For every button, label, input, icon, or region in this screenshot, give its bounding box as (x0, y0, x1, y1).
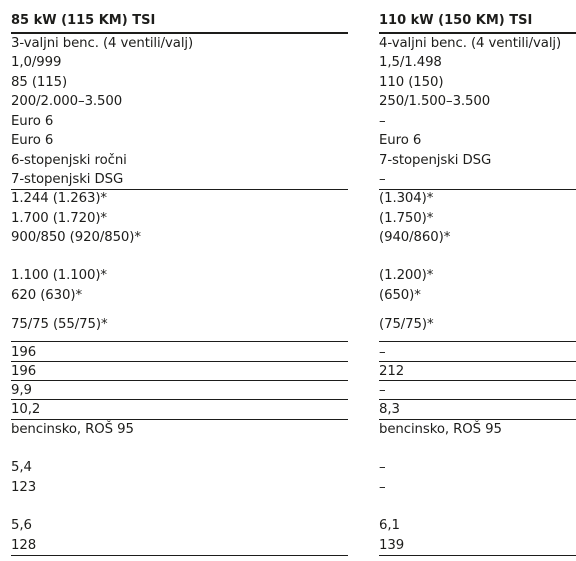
row-emission-a: – (379, 114, 386, 129)
column-header: 85 kW (115 KM) TSI (11, 13, 156, 28)
row-towing-braked: 1.100 (1.100)* (11, 268, 107, 283)
row-emission-a: Euro 6 (11, 114, 54, 129)
row-consumption-b: 6,1 (379, 518, 400, 533)
row-engine-type: 4-valjni benc. (4 ventili/valj) (379, 36, 562, 51)
row-gearbox-b: – (379, 172, 386, 187)
row-displacement: 1,0/999 (11, 55, 62, 70)
row-accel-b: 8,3 (379, 402, 400, 417)
divider (11, 341, 348, 342)
divider (379, 380, 576, 381)
row-co2-b: 128 (11, 538, 37, 553)
row-power: 85 (115) (11, 75, 68, 90)
row-emission-b: Euro 6 (379, 133, 422, 148)
row-top-speed-a: – (379, 345, 386, 360)
row-roof-load: (75/75)* (379, 317, 434, 332)
row-co2-b: 139 (379, 538, 405, 553)
divider (11, 380, 348, 381)
row-displacement: 1,5/1.498 (379, 55, 442, 70)
row-fuel: bencinsko, ROŠ 95 (11, 422, 134, 437)
row-towing-braked: (1.200)* (379, 268, 434, 283)
row-towing-unbraked: (650)* (379, 288, 421, 303)
row-fuel: bencinsko, ROŠ 95 (379, 422, 502, 437)
row-curb-weight: 1.244 (1.263)* (11, 191, 107, 206)
row-torque: 250/1.500–3.500 (379, 94, 491, 109)
row-power: 110 (150) (379, 75, 444, 90)
divider (11, 399, 348, 400)
row-emission-b: Euro 6 (11, 133, 54, 148)
divider (379, 399, 576, 400)
column-header: 110 kW (150 KM) TSI (379, 13, 533, 28)
row-curb-weight: (1.304)* (379, 191, 434, 206)
divider (379, 555, 576, 556)
row-co2-a: 123 (11, 480, 37, 495)
row-co2-a: – (379, 480, 386, 495)
divider (11, 555, 348, 556)
row-top-speed-b: 212 (379, 364, 405, 379)
row-axle-load: (940/860)* (379, 230, 451, 245)
row-accel-a: – (379, 383, 386, 398)
row-gross-weight: 1.700 (1.720)* (11, 211, 107, 226)
divider (379, 341, 576, 342)
row-axle-load: 900/850 (920/850)* (11, 230, 141, 245)
row-roof-load: 75/75 (55/75)* (11, 317, 108, 332)
row-gross-weight: (1.750)* (379, 211, 434, 226)
row-top-speed-a: 196 (11, 345, 37, 360)
row-gearbox-b: 7-stopenjski DSG (11, 172, 124, 187)
row-top-speed-b: 196 (11, 364, 37, 379)
row-consumption-b: 5,6 (11, 518, 32, 533)
row-accel-a: 9,9 (11, 383, 32, 398)
row-accel-b: 10,2 (11, 402, 41, 417)
row-towing-unbraked: 620 (630)* (11, 288, 83, 303)
row-consumption-a: – (379, 460, 386, 475)
row-gearbox-a: 7-stopenjski DSG (379, 153, 492, 168)
row-engine-type: 3-valjni benc. (4 ventili/valj) (11, 36, 194, 51)
row-torque: 200/2.000–3.500 (11, 94, 123, 109)
divider (11, 361, 348, 362)
column-85kw (11, 0, 361, 561)
divider (379, 361, 576, 362)
row-consumption-a: 5,4 (11, 460, 32, 475)
column-110kw (379, 0, 576, 561)
row-gearbox-a: 6-stopenjski ročni (11, 153, 127, 168)
